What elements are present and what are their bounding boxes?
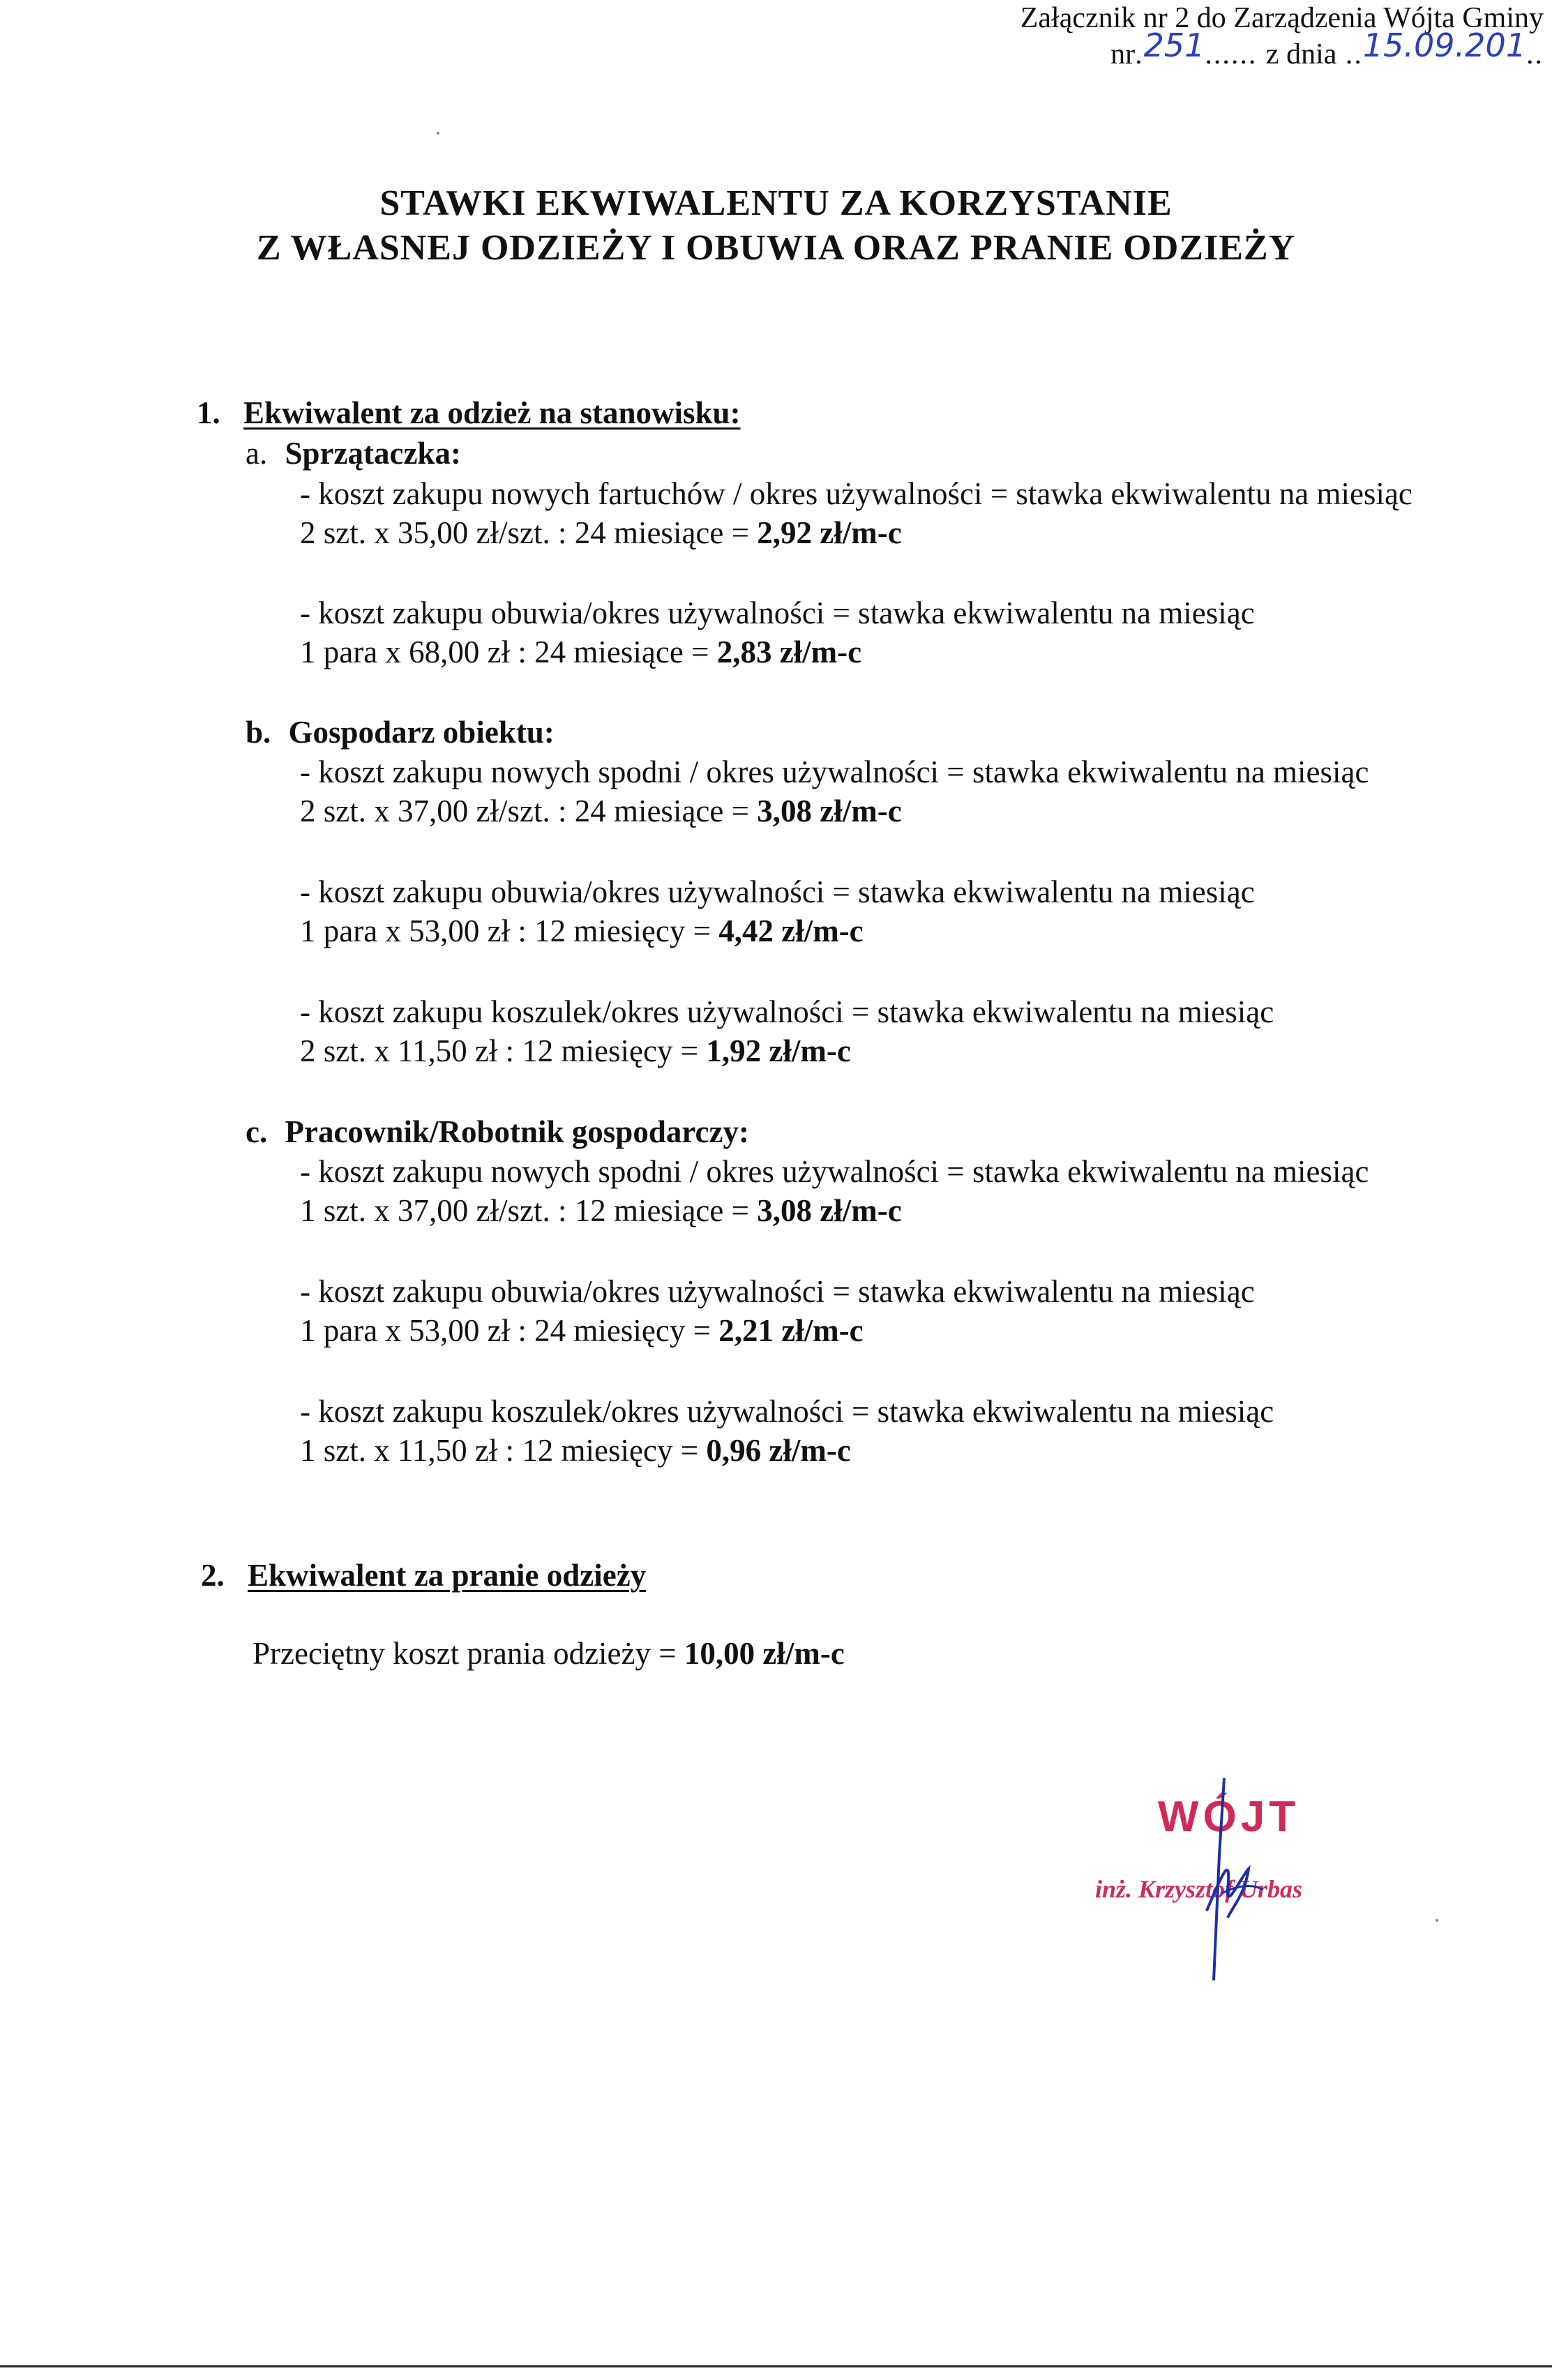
stamp-title: WÓJT <box>1158 1793 1300 1841</box>
handwritten-signature <box>1158 1771 1300 1994</box>
subsection-c-title: Pracownik/Robotnik gospodarczy: <box>285 1114 749 1149</box>
attachment-note: Załącznik nr 2 do Zarządzenia Wójta Gminy <box>1020 2 1544 34</box>
section2-title: Ekwiwalent za pranie odzieży <box>248 1558 647 1593</box>
date-prefix: z dnia <box>1265 38 1337 70</box>
c-item3-calc: 1 szt. x 11,50 zł : 12 miesięcy = 0,96 zł/m-c <box>300 1433 851 1468</box>
subsection-c-heading <box>246 1113 749 1151</box>
b-item3-result: 1,92 zł/m-c <box>706 1033 851 1068</box>
a-item1-calc: 2 szt. x 35,00 zł/szt. : 24 miesiące = 2,92 zł/m-c <box>300 515 902 550</box>
subsection-a-heading <box>246 434 461 472</box>
subsection-c-letter: c. <box>246 1114 268 1149</box>
a-item2-desc: - koszt zakupu obuwia/okres używalności = stawka ekwiwalentu na miesiąc <box>300 596 1255 630</box>
section1-title: Ekwiwalent za odzież na stanowisku: <box>243 395 741 430</box>
c-item1-calc: 1 szt. x 37,00 zł/szt. : 12 miesiące = 3,08 zł/m-c <box>300 1193 902 1228</box>
laundry-cost-line: Przeciętny koszt prania odzieży = 10,00 zł/m-c <box>253 1636 845 1671</box>
b-item1-result: 3,08 zł/m-c <box>757 794 902 828</box>
c-item2-calc: 1 para x 53,00 zł : 24 miesięcy = 2,21 zł/m-c <box>300 1313 864 1348</box>
subsection-a-letter: a. <box>246 436 268 471</box>
attachment-number-date: nr.251...... z dnia ..15.09.201.. <box>1110 26 1544 70</box>
c-item3-desc: - koszt zakupu koszulek/okres używalności = stawka ekwiwalentu na miesiąc <box>300 1394 1274 1429</box>
document-title-line1: STAWKI EKWIWALENTU ZA KORZYSTANIE <box>379 183 1173 223</box>
subsection-a-title: Sprzątaczka: <box>285 436 461 471</box>
section1-number: 1. <box>197 395 220 430</box>
a-item2-calc: 1 para x 68,00 zł : 24 miesiące = 2,83 zł/m-c <box>300 635 862 669</box>
section2-heading <box>201 1556 646 1594</box>
subsection-b-title: Gospodarz obiektu: <box>288 715 555 750</box>
b-item1-calc: 2 szt. x 37,00 zł/szt. : 24 miesiące = 3,08 zł/m-c <box>300 794 902 828</box>
scan-speck <box>1436 1919 1438 1922</box>
c-item2-result: 2,21 zł/m-c <box>718 1313 864 1348</box>
laundry-cost-result: 10,00 zł/m-c <box>684 1636 845 1671</box>
b-item3-calc: 2 szt. x 11,50 zł : 12 miesięcy = 1,92 zł/m-c <box>300 1033 851 1068</box>
c-item2-desc: - koszt zakupu obuwia/okres używalności = stawka ekwiwalentu na miesiąc <box>300 1274 1255 1309</box>
page-bottom-rule <box>0 2365 1552 2367</box>
section2-number: 2. <box>201 1558 225 1593</box>
a-item1-desc: - koszt zakupu nowych fartuchów / okres używalności = stawka ekwiwalentu na miesiąc <box>300 476 1412 511</box>
nr-value: 251 <box>1143 26 1205 64</box>
official-stamp <box>1088 1792 1381 1973</box>
scan-speck <box>437 132 439 135</box>
c-item3-result: 0,96 zł/m-c <box>706 1433 851 1468</box>
subsection-b-heading <box>246 713 555 751</box>
nr-prefix: nr <box>1110 38 1136 70</box>
document-title-line2: Z WŁASNEJ ODZIEŻY I OBUWIA ORAZ PRANIE ODZIEŻY <box>256 228 1296 268</box>
section1-heading <box>197 394 741 432</box>
date-value: 15.09.201 <box>1362 26 1526 64</box>
b-item2-desc: - koszt zakupu obuwia/okres używalności = stawka ekwiwalentu na miesiąc <box>300 874 1255 909</box>
b-item1-desc: - koszt zakupu nowych spodni / okres używalności = stawka ekwiwalentu na miesiąc <box>300 755 1369 789</box>
a-item2-result: 2,83 zł/m-c <box>716 635 862 669</box>
a-item1-result: 2,92 zł/m-c <box>757 515 902 550</box>
stamp-name: inż. Krzysztof Urbas <box>1095 1875 1303 1903</box>
b-item2-calc: 1 para x 53,00 zł : 12 miesięcy = 4,42 zł/m-c <box>300 914 864 948</box>
b-item2-result: 4,42 zł/m-c <box>718 914 864 948</box>
b-item3-desc: - koszt zakupu koszulek/okres używalności = stawka ekwiwalentu na miesiąc <box>300 994 1274 1029</box>
subsection-b-letter: b. <box>246 715 271 750</box>
c-item1-desc: - koszt zakupu nowych spodni / okres używalności = stawka ekwiwalentu na miesiąc <box>300 1154 1369 1189</box>
c-item1-result: 3,08 zł/m-c <box>757 1193 902 1228</box>
